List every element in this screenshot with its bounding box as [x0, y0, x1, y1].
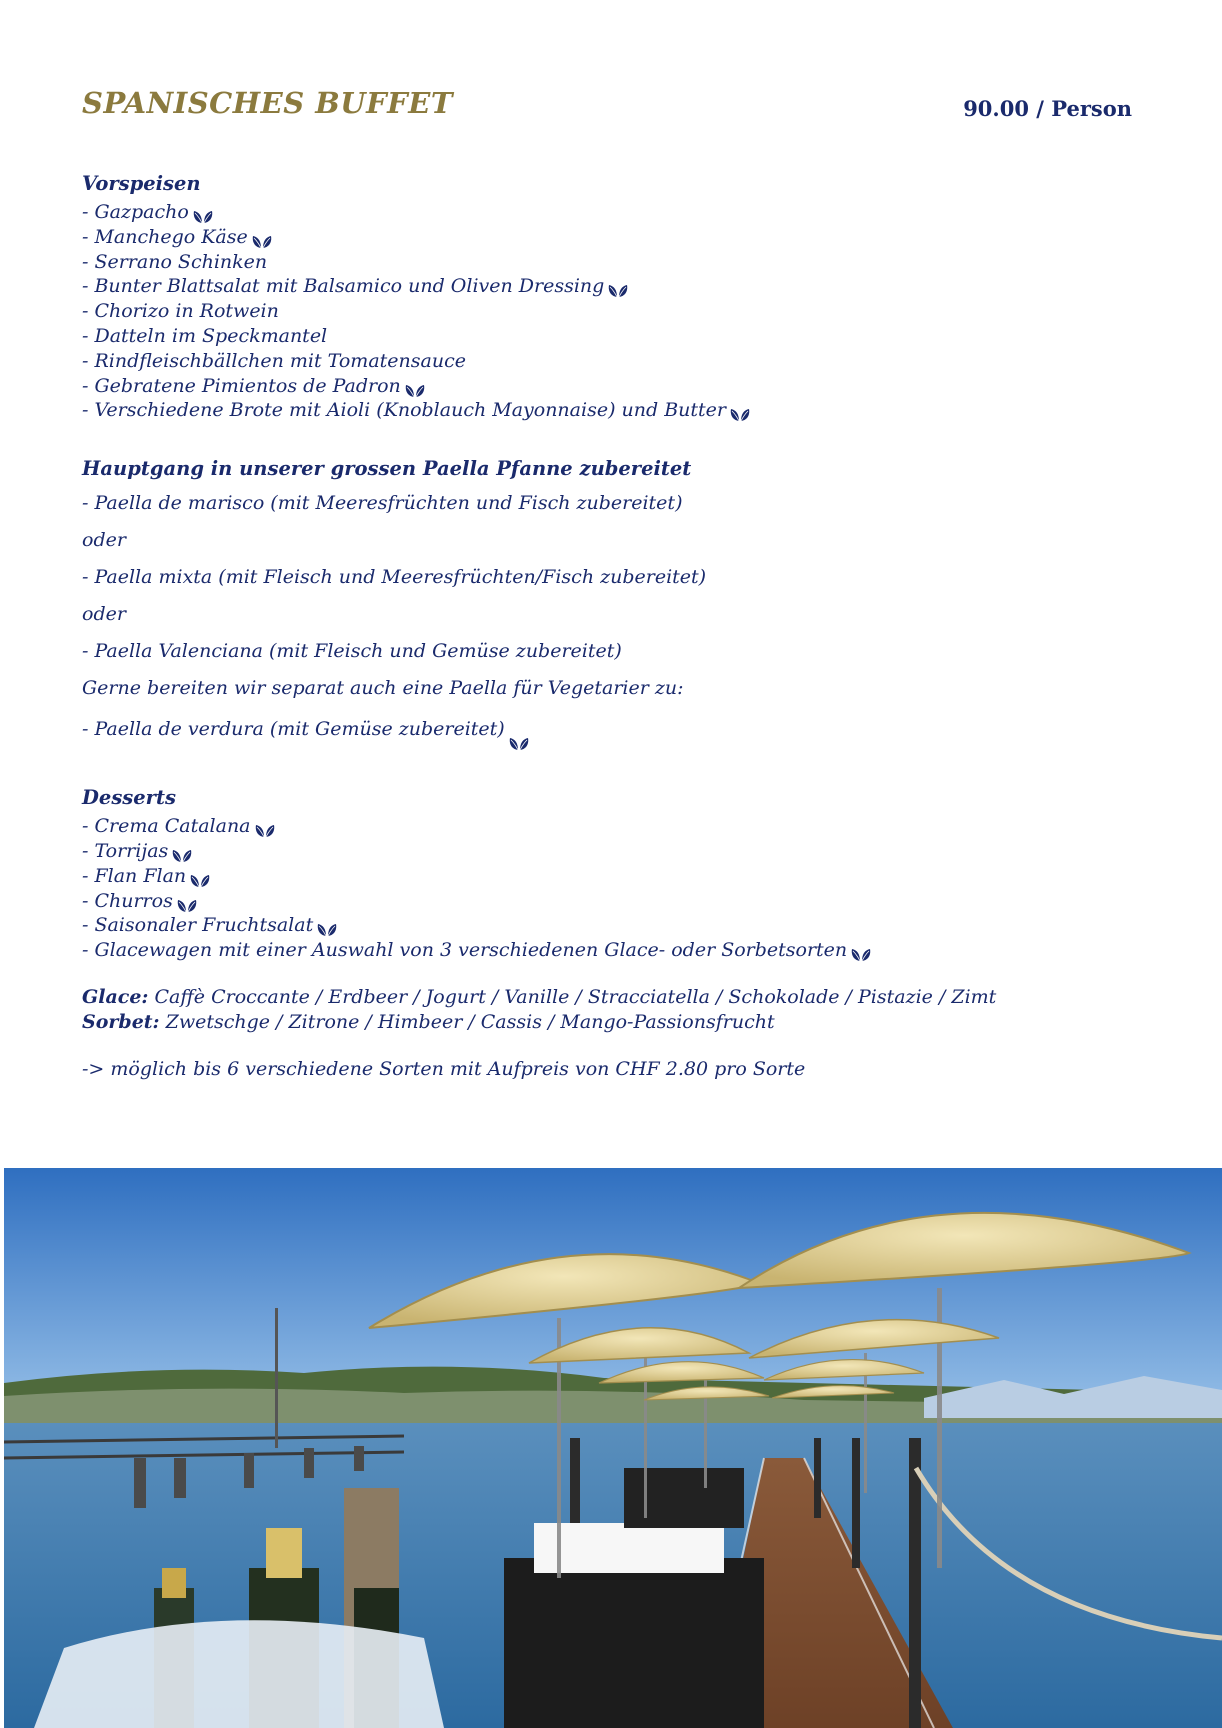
list-item: - Gazpacho [82, 200, 1162, 225]
sorbet-label: Sorbet: [82, 1010, 160, 1033]
pier-photo-illustration [4, 1168, 1222, 1728]
leaf-icon [171, 845, 193, 859]
list-item: - Serrano Schinken [82, 250, 268, 273]
section-title-hauptgang: Hauptgang in unserer grossen Paella Pfanne zubereitet [82, 457, 692, 481]
list-item: - Paella de marisco (mit Meeresfrüchten und Fisch zubereitet) [82, 492, 683, 515]
list-item: - Gebratene Pimientos de Padron [82, 374, 1162, 399]
list-item: oder [82, 529, 126, 552]
leaf-icon [607, 280, 629, 294]
leaf-icon [251, 231, 273, 245]
list-item: - Glacewagen mit einer Auswahl von 3 verschiedenen Glace- oder Sorbetsorten [82, 938, 1162, 963]
terrace-photo [4, 1168, 1222, 1728]
list-item: - Manchego Käse [82, 225, 1162, 250]
list-item: - Paella mixta (mit Fleisch und Meeresfrüchten/Fisch zubereitet) [82, 566, 707, 589]
sorbet-line: Sorbet: Zwetschge / Zitrone / Himbeer / Cassis / Mango-Passionsfrucht [82, 1010, 775, 1033]
leaf-icon [176, 895, 198, 909]
list-item: - Rindfleischbällchen mit Tomatensauce [82, 349, 466, 372]
list-item: - Bunter Blattsalat mit Balsamico und Oliven Dressing [82, 274, 1162, 299]
price-per-person: 90.00 / Person [963, 96, 1132, 121]
section-title-desserts: Desserts [82, 786, 176, 810]
list-item: - Churros [82, 889, 1162, 914]
leaf-icon [850, 944, 872, 958]
list-item: - Datteln im Speckmantel [82, 324, 328, 347]
list-item: - Verschiedene Brote mit Aioli (Knoblauch Mayonnaise) und Butter [82, 398, 1162, 423]
glace-line: Glace: Caffè Croccante / Erdbeer / Jogurt / Vanille / Stracciatella / Schokolade / Pistazie / Zimt [82, 985, 997, 1008]
list-item: - Crema Catalana [82, 814, 1162, 839]
list-item: oder [82, 603, 126, 626]
list-item: - Paella de verdura (mit Gemüse zubereitet) [82, 707, 1162, 752]
leaf-icon [404, 380, 426, 394]
menu-content [82, 168, 1162, 1081]
list-item: - Paella Valenciana (mit Fleisch und Gemüse zubereitet) [82, 640, 622, 663]
list-item: - Chorizo in Rotwein [82, 300, 279, 323]
vorspeisen-list [82, 200, 1162, 423]
list-item: Gerne bereiten wir separat auch eine Paella für Vegetarier zu: [82, 677, 684, 700]
list-item: - Torrijas [82, 839, 1162, 864]
list-item: - Flan Flan [82, 864, 1162, 889]
hauptgang-list [82, 485, 1162, 752]
leaf-icon [316, 919, 338, 933]
menu-title: SPANISCHES BUFFET [82, 86, 453, 120]
leaf-icon [254, 820, 276, 834]
glace-label: Glace: [82, 985, 149, 1008]
leaf-icon [729, 404, 751, 418]
leaf-icon [508, 723, 530, 737]
desserts-list [82, 814, 1162, 963]
list-item: - Saisonaler Fruchtsalat [82, 913, 1162, 938]
section-title-vorspeisen: Vorspeisen [82, 172, 201, 195]
leaf-icon [189, 870, 211, 884]
price-note: -> möglich bis 6 verschiedene Sorten mit Aufpreis von CHF 2.80 pro Sorte [82, 1057, 806, 1080]
leaf-icon [192, 206, 214, 220]
